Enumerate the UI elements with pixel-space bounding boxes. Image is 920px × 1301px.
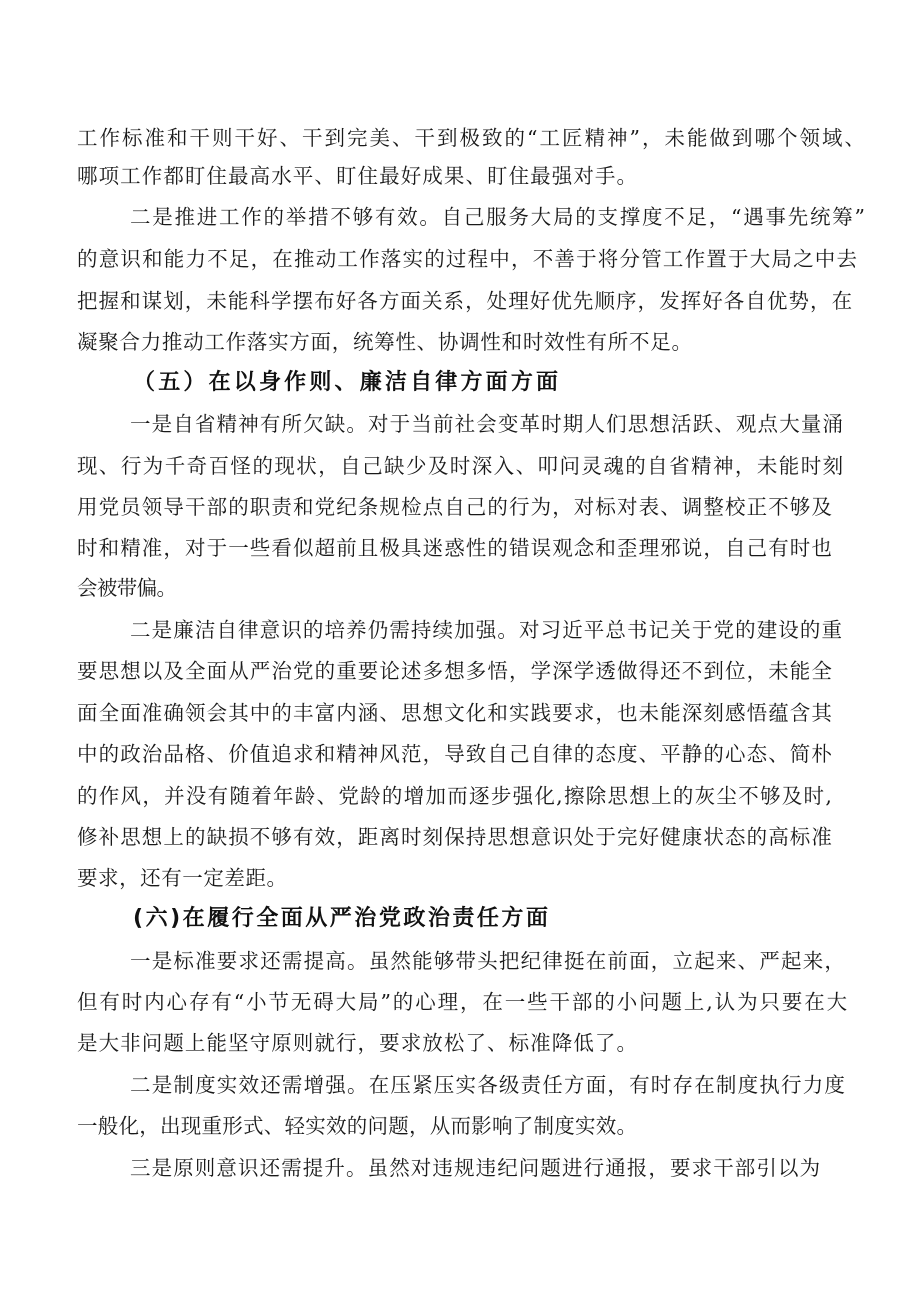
body-line: 的作风，并没有随着年龄、党龄的增加而逐步强化,擦除思想上的灰尘不够及时,	[77, 784, 834, 808]
body-line: 二是推进工作的举措不够有效。自己服务大局的支撑度不足，“遇事先统筹”	[130, 205, 867, 229]
section-heading: （五）在以身作则、廉洁自律方面方面	[133, 370, 562, 395]
body-line: 工作标准和干则干好、干到完美、干到极致的“工匠精神”，未能做到哪个领域、	[77, 126, 867, 150]
body-line: 要求，还有一定差距。	[77, 866, 288, 890]
body-line: 三是原则意识还需提升。虽然对违规违纪问题进行通报，要求干部引以为	[130, 1156, 822, 1180]
body-line: 用党员领导干部的职责和党纪条规检点自己的行为，对标对表、调整校正不够及	[77, 495, 833, 519]
body-line: 现、行为千奇百怪的现状，自己缺少及时深入、叩问灵魂的自省精神，未能时刻	[77, 454, 845, 478]
body-line: 一般化，出现重形式、轻实效的问题，从而影响了制度实效。	[77, 1114, 638, 1138]
body-line: 会被带偏。	[77, 576, 177, 600]
body-line: 但有时内心存有“小节无碍大局”的心理，在一些干部的小问题上,认为只要在大	[77, 990, 850, 1014]
body-line: 修补思想上的缺损不够有效，距离时刻保持思想意识处于完好健康状态的高标准	[77, 825, 833, 849]
body-line: 二是制度实效还需增强。在压紧压实各级责任方面，有时存在制度执行力度	[130, 1073, 847, 1097]
body-line: 的意识和能力不足，在推动工作落实的过程中，不善于将分管工作置于大局之中去	[77, 247, 859, 271]
body-line: 中的政治品格、价值追求和精神风范，导致自己自律的态度、平静的心态、简朴	[77, 742, 833, 766]
body-line: 一是自省精神有所欠缺。对于当前社会变革时期人们思想活跃、观点大量涌	[130, 412, 845, 436]
body-line: 面全面准确领会其中的丰富内涵、思想文化和实践要求，也未能深刻感悟蕴含其	[77, 701, 833, 725]
section-heading: (六)在履行全面从严治党政治责任方面	[133, 906, 551, 931]
body-line: 把握和谋划，未能科学摆布好各方面关系，处理好优先顺序，发挥好各自优势，在	[77, 289, 854, 313]
body-line: 二是廉洁自律意识的培养仍需持续加强。对习近平总书记关于党的建设的重	[130, 618, 844, 642]
body-line: 要思想以及全面从严治党的重要论述多想多悟，学深学透做得还不到位，未能全	[77, 659, 833, 683]
body-line: 哪项工作都盯住最高水平、盯住最好成果、盯住最强对手。	[77, 164, 639, 188]
body-line: 是大非问题上能坚守原则就行，要求放松了、标准降低了。	[77, 1031, 639, 1055]
body-line: 一是标准要求还需提高。虽然能够带头把纪律挺在前面，立起来、严起来，	[130, 949, 847, 973]
body-line: 时和精准，对于一些看似超前且极具迷惑性的错误观念和歪理邪说，自己有时也	[77, 536, 833, 560]
body-line: 凝聚合力推动工作落实方面，统筹性、协调性和时效性有所不足。	[77, 330, 693, 354]
